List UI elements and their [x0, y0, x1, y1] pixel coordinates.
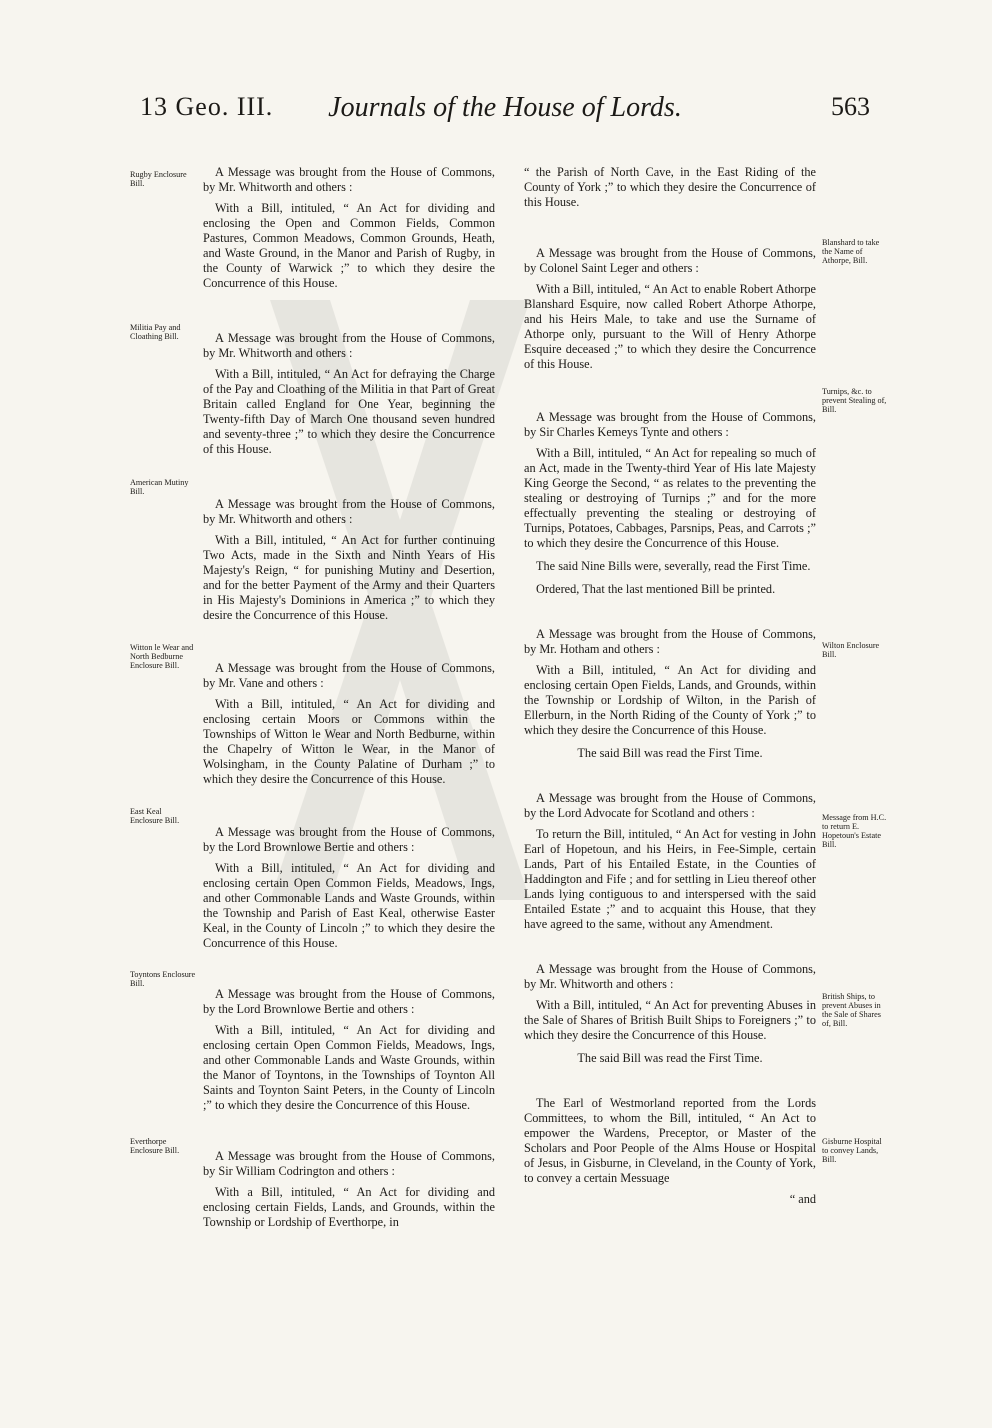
bill-text: With a Bill, intituled, “ An Act for dividing and enclosing certain Open Fields, Lands, and Grounds, within the Township or Lordship of Wilton, in the Parish of Ellerburn, in the North Riding of the County of York ;” to which they desire the Concurrence of this House.: [524, 663, 816, 737]
margin-note: American Mutiny Bill.: [130, 478, 189, 496]
margin-note: Blanshard to take the Name of Athorpe, Bill.: [822, 238, 880, 265]
message-text: The Earl of Westmorland reported from the Lords Committees, to whom the Bill, intituled, “ An Act to empower the Wardens, Preceptor, or Master of the Scholars and Poor People of the Alms House or Hospital of Jesus, in Gisburne, in Cleveland, in the County of York, to convey a certain Messuage: [524, 1096, 816, 1185]
entry: [524, 962, 816, 1066]
entry: [203, 987, 495, 1113]
note-text: The said Bill was read the First Time.: [577, 1051, 763, 1065]
margin-note: Witton le Wear and North Bedburne Enclosure Bill.: [130, 643, 194, 670]
bill-text: With a Bill, intituled, “ An Act for dividing and enclosing certain Fields, Lands, and Grounds, within the Township or Lordship of Everthorpe, in: [203, 1185, 495, 1229]
message-text: A Message was brought from the House of Commons, by the Lord Brownlowe Bertie and others :: [203, 987, 495, 1016]
margin-note: Everthorpe Enclosure Bill.: [130, 1137, 180, 1155]
entry: [203, 1149, 495, 1230]
entry: [203, 497, 495, 623]
margin-note: Toyntons Enclosure Bill.: [130, 970, 196, 988]
entry: [524, 1096, 816, 1207]
message-text: A Message was brought from the House of Commons, by Sir Charles Kemeys Tynte and others :: [524, 410, 816, 439]
regnal-year: 13 Geo. III.: [140, 92, 274, 121]
margin-note: Gisburne Hospital to convey Lands, Bill.: [822, 1137, 882, 1164]
message-text: A Message was brought from the House of Commons, by the Lord Advocate for Scotland and others :: [524, 791, 816, 820]
message-text: A Message was brought from the House of Commons, by the Lord Brownlowe Bertie and others :: [203, 825, 495, 854]
entry: [203, 825, 495, 951]
margin-note: Wilton Enclosure Bill.: [822, 641, 880, 659]
entry: [524, 791, 816, 932]
note-text: The said Bill was read the First Time.: [577, 746, 763, 760]
bill-text: With a Bill, intituled, “ An Act for dividing and enclosing certain Open Common Fields, Meadows, Ings, and other Commonable Lands and Waste Grounds, within the Township and Parish of East Keal, otherwise Easter Keal, in the County of Lincoln ;” to which they desire the Concurrence of this House.: [203, 861, 495, 950]
note-text: The said Nine Bills were, severally, read the First Time.: [536, 559, 811, 573]
journal-title: Journals of the House of Lords.: [328, 92, 682, 123]
message-text: A Message was brought from the House of Commons, by Mr. Hotham and others :: [524, 627, 816, 656]
message-text: A Message was brought from the House of Commons, by Mr. Vane and others :: [203, 661, 495, 690]
bill-text: With a Bill, intituled, “ An Act for defraying the Charge of the Pay and Cloathing of the Militia in that Part of Great Britain called England for One Year, beginning the Twenty-fifth Day of March One thousand seven hundred and seventy-three ;” to which they desire the Concurrence of this House.: [203, 367, 495, 456]
page-number: 563: [831, 92, 870, 121]
bill-text: To return the Bill, intituled, “ An Act for vesting in John Earl of Hopetoun, and his Heirs, in Fee-Simple, certain Lands, Part of his Entailed Estate, in the Counties of Haddington and Fife ; and for settling in Lieu thereof other Lands lying contiguous to and interspersed with the said Entailed Estate ;” and to acquaint this House, that they have agreed to the same, without any Amendment.: [524, 827, 816, 931]
entry: [524, 627, 816, 761]
margin-note: Rugby Enclosure Bill.: [130, 170, 187, 188]
bill-text: With a Bill, intituled, “ An Act for dividing and enclosing certain Moors or Commons within the Townships of Witton le Wear and North Bedburne, within the Chapelry of Witton le Wear, in the Manor of Wolsingham, in the County Palatine of Durham ;” to which they desire the Concurrence of this House.: [203, 697, 495, 786]
message-text: A Message was brought from the House of Commons, by Sir William Codrington and others :: [203, 1149, 495, 1178]
bill-text: With a Bill, intituled, “ An Act for dividing and enclosing the Open and Common Fields, Common Pastures, Common Meadows, Common Grounds, Heath, and Waste Ground, in the Manor and Parish of Rugby, in the County of Warwick ;” to which they desire the Concurrence of this House.: [203, 201, 495, 290]
entry: [203, 331, 495, 457]
entry: [524, 410, 816, 597]
bill-text: With a Bill, intituled, “ An Act for dividing and enclosing certain Open Common Fields, Meadows, Ings, and other Commonable Lands and Waste Grounds, within the Manor of Toyntons, in the Townships of Toynton All Saints and Toynton Saint Peters, in the County of Lincoln ;” to which they desire the Concurrence of this House.: [203, 1023, 495, 1112]
margin-note: British Ships, to prevent Abuses in the Sale of Shares of, Bill.: [822, 992, 881, 1028]
message-text: A Message was brought from the House of Commons, by Colonel Saint Leger and others :: [524, 246, 816, 275]
message-text: A Message was brought from the House of Commons, by Mr. Whitworth and others :: [203, 165, 495, 194]
ordered-text: Ordered, That the last mentioned Bill be printed.: [536, 582, 776, 596]
catchword: “ and: [789, 1192, 816, 1206]
entry: [524, 246, 816, 372]
entry: [524, 165, 816, 210]
message-text: A Message was brought from the House of Commons, by Mr. Whitworth and others :: [203, 331, 495, 360]
right-column: [524, 165, 816, 1237]
bill-text: With a Bill, intituled, “ An Act for repealing so much of an Act, made in the Twenty-third Year of His late Majesty King George the Second, “ as relates to the preventing the stealing or destroying of Turnips ;” and for the more effectually preventing the stealing or destroying of Turnips, Potatoes, Cabbages, Parsnips, Peas, and Carrots ;” to which they desire the Concurrence of this House.: [524, 446, 816, 550]
bill-text: With a Bill, intituled, “ An Act to enable Robert Athorpe Blanshard Esquire, now called Robert Athorpe Athorpe, and his Heirs Male, to take and use the Surname of Athorpe only, pursuant to the Will of Henry Athorpe Esquire deceased ;” to which they desire the Concurrence of this House.: [524, 282, 816, 371]
margin-note: Message from H.C. to return E. Hopetoun's Estate Bill.: [822, 813, 887, 849]
entry: [203, 661, 495, 787]
margin-note: Militia Pay and Cloathing Bill.: [130, 323, 181, 341]
bill-text: With a Bill, intituled, “ An Act for preventing Abuses in the Sale of Shares of British Built Ships to Foreigners ;” to which they desire the Concurrence of this House.: [524, 998, 816, 1042]
message-text: A Message was brought from the House of Commons, by Mr. Whitworth and others :: [203, 497, 495, 526]
bill-text: With a Bill, intituled, “ An Act for further continuing Two Acts, made in the Sixth and Ninth Years of His Majesty's Reign, “ for punishing Mutiny and Desertion, and for the better Payment of the Army and their Quarters in His Majesty's Dominions in America ;” to which they desire the Concurrence of this House.: [203, 533, 495, 622]
message-text: A Message was brought from the House of Commons, by Mr. Whitworth and others :: [524, 962, 816, 991]
page-header: [140, 92, 870, 132]
margin-note: East Keal Enclosure Bill.: [130, 807, 180, 825]
bill-text: “ the Parish of North Cave, in the East Riding of the County of York ;” to which they desire the Concurrence of this House.: [524, 165, 816, 209]
left-column: [203, 165, 495, 1260]
entry: [203, 165, 495, 291]
margin-note: Turnips, &c. to prevent Stealing of, Bill.: [822, 387, 887, 414]
